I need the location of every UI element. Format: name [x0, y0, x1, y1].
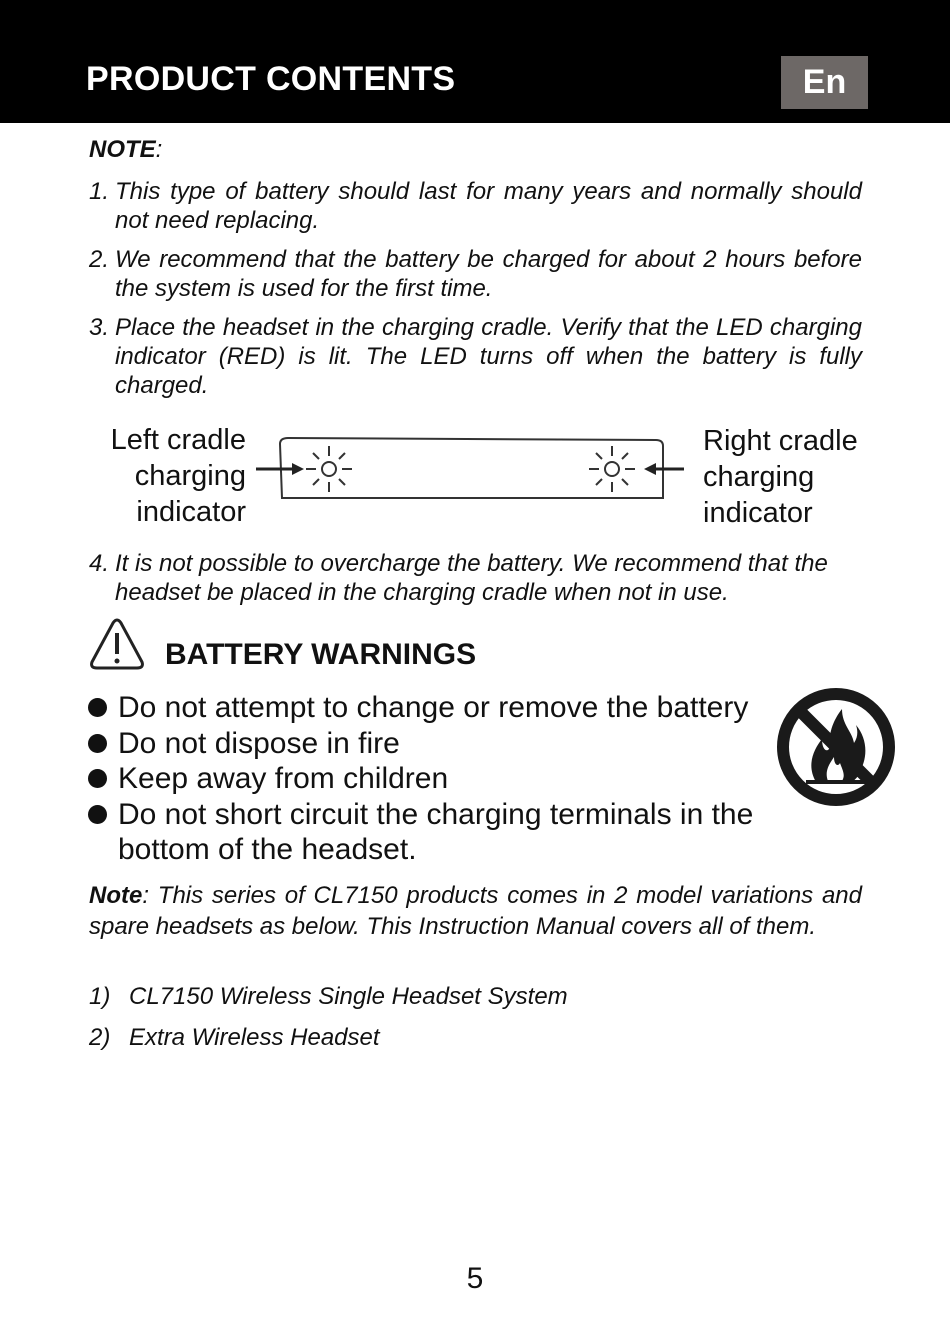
- left-led-icon: [306, 446, 352, 492]
- page-header: [0, 0, 950, 123]
- note-text: Place the headset in the charging cradle. Verify that the LED charging indicator (RED) is lit. The LED turns off when the battery is fully charged.: [115, 314, 862, 399]
- note-text: It is not possible to overcharge the battery. We recommend that the headset be placed in the charging cradle when not in use.: [115, 550, 828, 606]
- model-note: [89, 880, 862, 942]
- note-item-4: [89, 549, 862, 607]
- warning-item: Keep away from children: [88, 761, 788, 797]
- no-fire-icon: [776, 687, 896, 807]
- note-label: NOTE:: [89, 136, 163, 163]
- page-number: 5: [466, 1262, 484, 1295]
- warning-item: Do not dispose in fire: [88, 726, 788, 762]
- note-list-continued: [89, 549, 862, 607]
- note-text: We recommend that the battery be charged for about 2 hours before the system is used for the first time.: [115, 246, 862, 302]
- bullet-icon: [88, 726, 118, 762]
- right-cradle-label: Right cradle charging indicator: [703, 425, 858, 529]
- page-title: PRODUCT CONTENTS: [86, 60, 456, 98]
- note-number: 2.: [89, 246, 110, 273]
- left-cradle-label: Left cradle charging indicator: [110, 424, 246, 528]
- note-number: 3.: [89, 314, 110, 341]
- note-number: 1.: [89, 178, 110, 205]
- bullet-icon: [88, 797, 118, 868]
- battery-warnings-title: BATTERY WARNINGS: [165, 638, 477, 671]
- language-badge: En: [781, 56, 868, 109]
- model-item: 2) Extra Wireless Headset: [89, 1024, 380, 1051]
- warning-item: Do not attempt to change or remove the battery: [88, 690, 788, 726]
- note-item-3: [89, 313, 862, 400]
- model-list: [89, 983, 789, 1052]
- charging-cradle-diagram: [252, 432, 692, 512]
- note-number: 4.: [89, 550, 110, 577]
- right-led-icon: [589, 446, 635, 492]
- bullet-icon: [88, 761, 118, 797]
- note-list: [89, 177, 862, 400]
- note-text: This type of battery should last for many years and normally should not need replacing.: [115, 178, 862, 234]
- note-item-1: [89, 177, 862, 235]
- warnings-list: [88, 690, 788, 868]
- note-item-2: [89, 245, 862, 303]
- model-item: 1) CL7150 Wireless Single Headset System: [89, 983, 568, 1010]
- warning-triangle-icon: [89, 618, 145, 670]
- model-note-text: : This series of CL7150 products comes in 2 model variations and spare headsets as below. This Instruction Manual covers all of them.: [89, 882, 862, 940]
- battery-warnings-heading: [89, 618, 609, 674]
- bullet-icon: [88, 690, 118, 726]
- model-note-label: Note: [89, 882, 143, 909]
- warning-item: Do not short circuit the charging terminals in the bottom of the headset.: [88, 797, 788, 868]
